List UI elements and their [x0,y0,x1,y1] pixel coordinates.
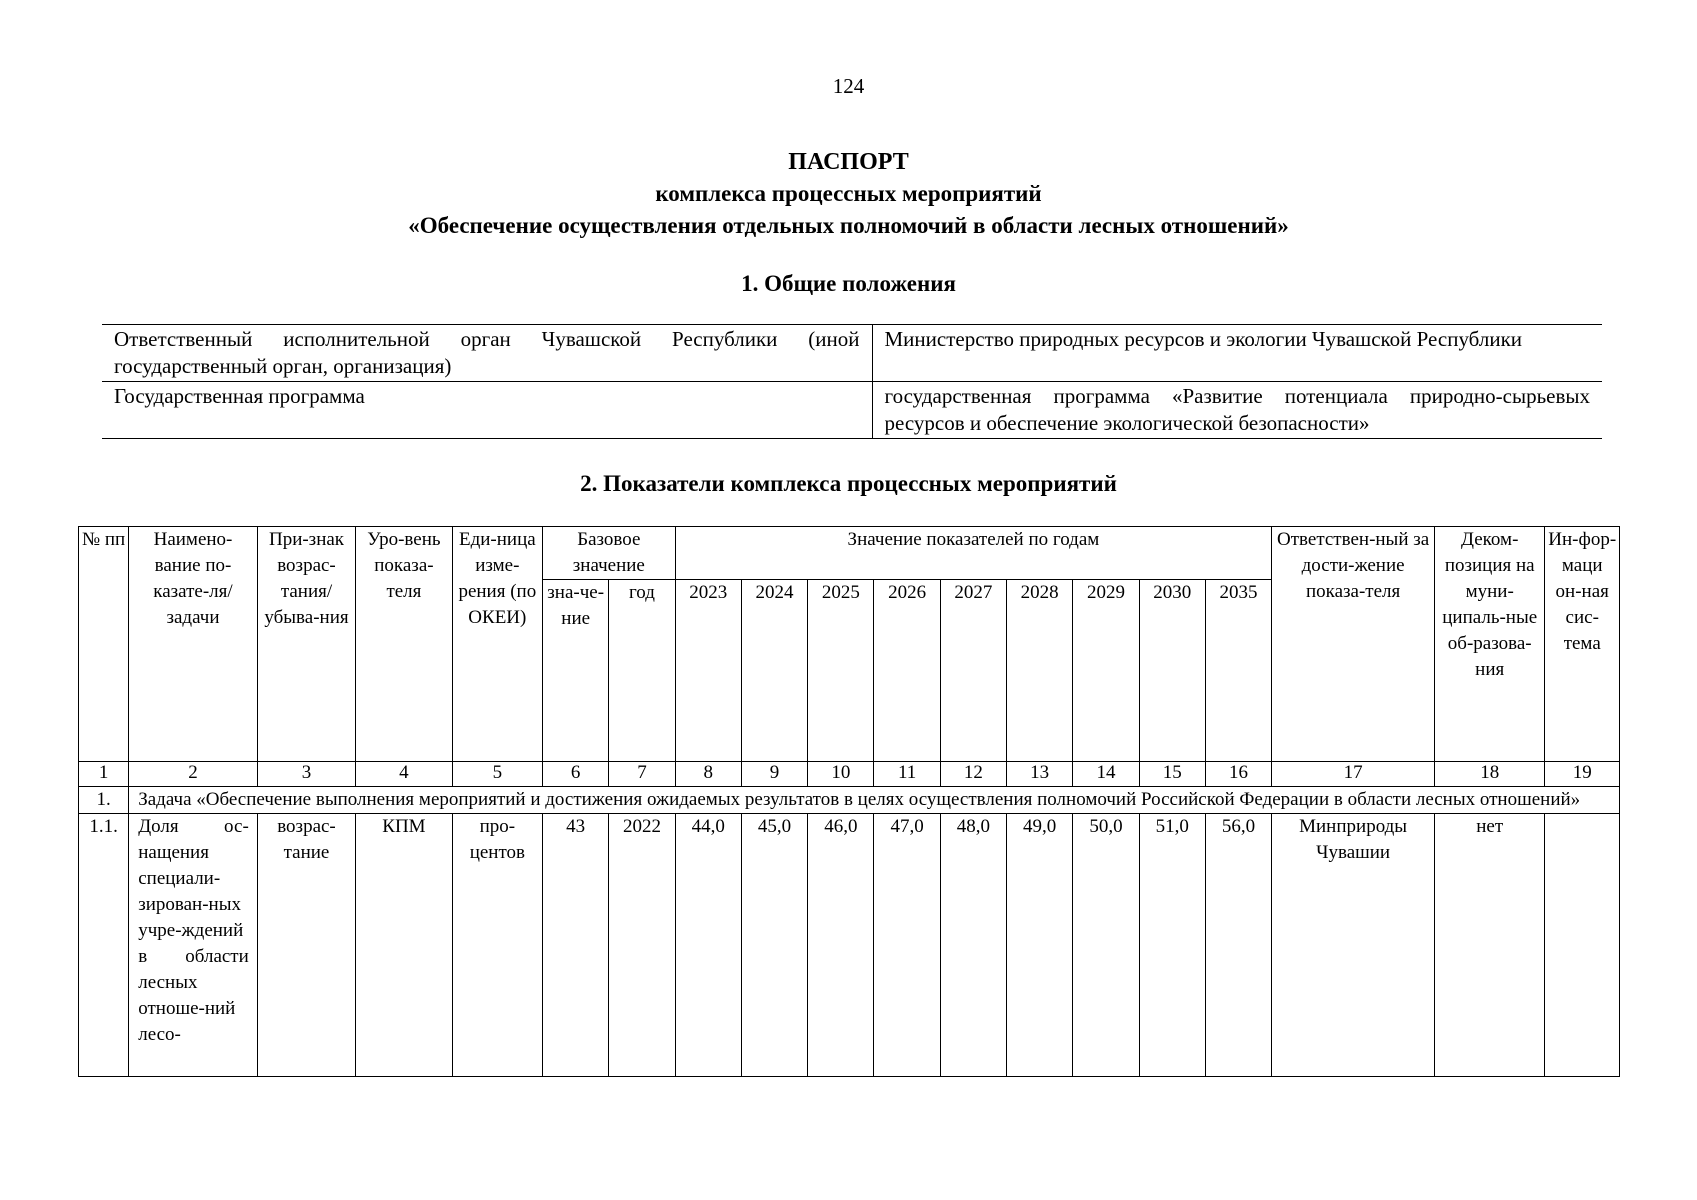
row-label: Ответственный исполнительной орган Чувашской Республики (иной государственный орган, организация) [102,325,872,382]
indicator-year-value: 50,0 [1073,814,1139,1077]
indicator-base-year: 2022 [609,814,675,1077]
column-number: 3 [257,762,355,787]
title-line-2: комплекса процессных мероприятий [655,181,1042,206]
document-title [0,146,1697,242]
header-year: 2035 [1205,580,1271,762]
indicator-trend: возрас-тание [257,814,355,1077]
column-number: 8 [675,762,741,787]
header-unit: Еди-ница изме-рения (по ОКЕИ) [452,527,542,762]
table-row [79,814,1620,1077]
header-base-value: зна-че-ние [543,580,609,762]
column-number: 19 [1545,762,1620,787]
task-row [79,787,1620,814]
column-number: 4 [356,762,452,787]
indicator-info-system [1545,814,1620,1077]
header-trend: При-знак возрас-тания/ убыва-ния [257,527,355,762]
indicator-unit: про-центов [452,814,542,1077]
header-base-year: год [609,580,675,762]
indicator-number: 1.1. [79,814,129,1077]
header-info-system: Ин-фор-маци он-ная сис-тема [1545,527,1620,762]
indicator-year-value: 49,0 [1007,814,1073,1077]
task-text: Задача «Обеспечение выполнения мероприятий и достижения ожидаемых результатов в целях осуществления полномочий Российской Федерации в области лесных отношений» [129,787,1620,814]
general-provisions-table [102,324,1602,439]
column-number: 12 [940,762,1006,787]
header-row [79,527,1620,580]
header-base: Базовое значение [543,527,676,580]
column-number: 16 [1205,762,1271,787]
indicators-table [78,526,1620,1077]
indicator-responsible: Минприроды Чувашии [1272,814,1435,1077]
column-number-row [79,762,1620,787]
column-number: 2 [129,762,258,787]
column-number: 1 [79,762,129,787]
indicator-year-value: 56,0 [1205,814,1271,1077]
header-year: 2026 [874,580,940,762]
column-number: 13 [1007,762,1073,787]
header-year: 2024 [741,580,807,762]
indicator-name: Доля ос-нащения специали-зирован-ных учре-ждений в области лесных отноше-ний лесо- [129,814,258,1077]
header-year: 2025 [808,580,874,762]
indicator-year-value: 46,0 [808,814,874,1077]
title-line-3: «Обеспечение осуществления отдельных полномочий в области лесных отношений» [408,213,1289,238]
table-row [102,325,1602,382]
header-year: 2027 [940,580,1006,762]
indicator-year-value: 47,0 [874,814,940,1077]
column-number: 9 [741,762,807,787]
task-number: 1. [79,787,129,814]
indicator-base-value: 43 [543,814,609,1077]
header-year: 2023 [675,580,741,762]
title-line-1: ПАСПОРТ [788,149,909,175]
indicator-year-value: 45,0 [741,814,807,1077]
header-responsible: Ответствен-ный за дости-жение показа-теля [1272,527,1435,762]
indicator-year-value: 44,0 [675,814,741,1077]
header-num: № пп [79,527,129,762]
column-number: 17 [1272,762,1435,787]
header-year: 2028 [1007,580,1073,762]
header-level: Уро-вень показа-теля [356,527,452,762]
row-value: государственная программа «Развитие потенциала природно-сырьевых ресурсов и обеспечение экологической безопасности» [872,382,1602,439]
section-2-heading: 2. Показатели комплекса процессных мероприятий [580,471,1117,496]
column-number: 15 [1139,762,1205,787]
column-number: 11 [874,762,940,787]
header-year: 2030 [1139,580,1205,762]
indicator-decomposition: нет [1434,814,1544,1077]
header-decomposition: Деком-позиция на муни-ципаль-ные об-разова-ния [1434,527,1544,762]
column-number: 14 [1073,762,1139,787]
header-year: 2029 [1073,580,1139,762]
header-name: Наимено-вание по-казате-ля/задачи [129,527,258,762]
column-number: 18 [1434,762,1544,787]
row-label: Государственная программа [102,382,872,439]
column-number: 7 [609,762,675,787]
section-1-heading: 1. Общие положения [741,271,956,296]
column-number: 6 [543,762,609,787]
column-number: 5 [452,762,542,787]
column-number: 10 [808,762,874,787]
indicator-year-value: 51,0 [1139,814,1205,1077]
row-value: Министерство природных ресурсов и экологии Чувашской Республики [872,325,1602,382]
indicator-level: КПМ [356,814,452,1077]
table-row [102,382,1602,439]
header-years-group: Значение показателей по годам [675,527,1272,580]
indicator-year-value: 48,0 [940,814,1006,1077]
page-number: 124 [832,74,865,98]
